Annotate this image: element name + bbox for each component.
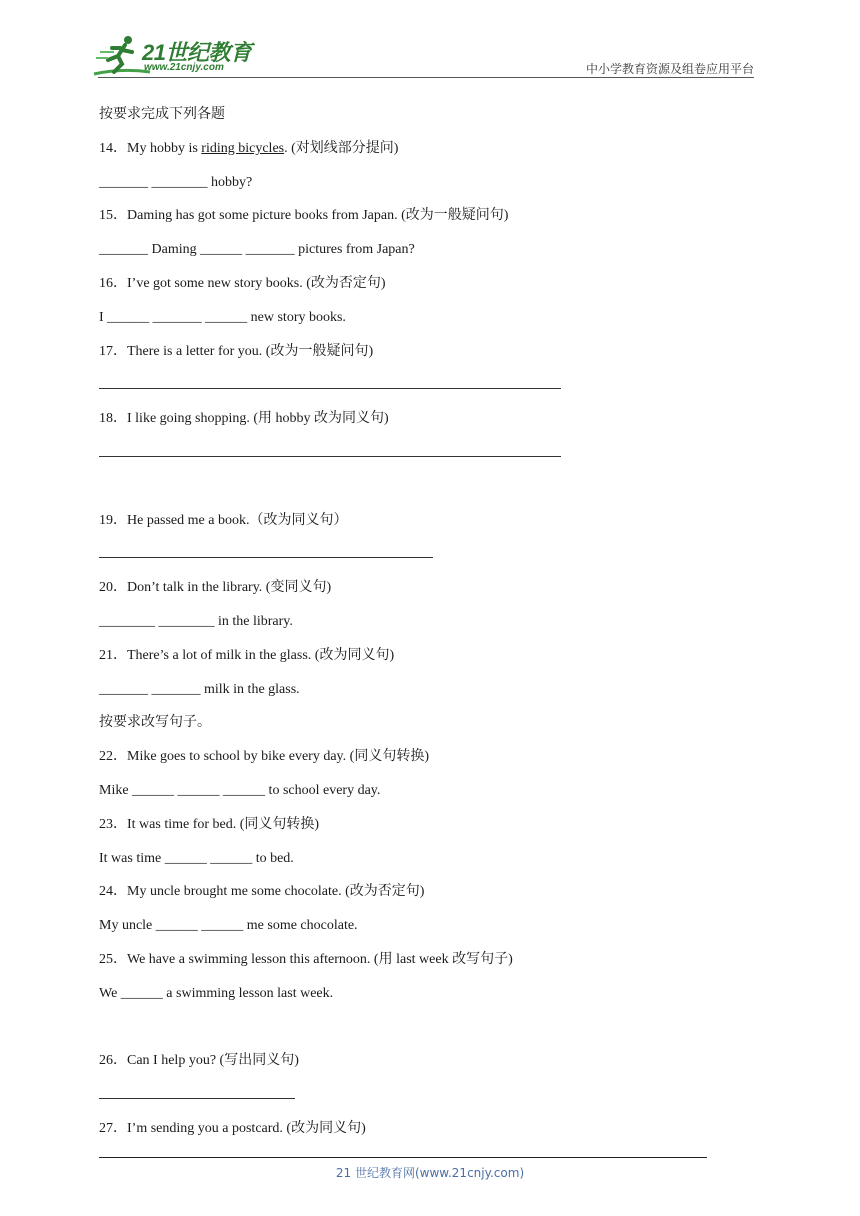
question-27: 27．I’m sending you a postcard. (改为同义句)	[99, 1120, 366, 1136]
blank-line	[99, 541, 433, 558]
answer-line-16: I ______ _______ ______ new story books.	[99, 309, 346, 325]
blank-line	[99, 440, 561, 457]
question-22: 22．Mike goes to school by bike every day. (同义句转换)	[99, 749, 429, 765]
question-25: 25．We have a swimming lesson this afternoon. (用 last week 改写句子)	[99, 951, 513, 967]
question-instruction: . (对划线部分提问)	[284, 140, 399, 156]
question-21: 21．There’s a lot of milk in the glass. (改为同义句)	[99, 647, 395, 663]
question-15: 15．Daming has got some picture books from Japan. (改为一般疑问句)	[99, 208, 509, 224]
footer-divider	[99, 1157, 707, 1158]
answer-line-22: Mike ______ ______ ______ to school every day.	[99, 782, 381, 798]
question-24: 24．My uncle brought me some chocolate. (改为否定句)	[99, 884, 425, 900]
header-divider	[98, 77, 754, 78]
underlined-phrase: riding bicycles	[201, 140, 285, 156]
answer-line-20: ________ ________ in the library.	[99, 613, 293, 629]
logo-text: 21世纪教育	[142, 40, 252, 65]
spacer	[99, 474, 759, 508]
page-header	[0, 0, 860, 80]
section-title: 按要求完成下列各题	[99, 107, 225, 122]
question-text: 14．My hobby is	[99, 140, 202, 156]
blank-line	[99, 1082, 295, 1099]
answer-line-18	[99, 440, 759, 474]
answer-line-24: My uncle ______ ______ me some chocolate.	[99, 918, 358, 934]
question-17: 17．There is a letter for you. (改为一般疑问句)	[99, 343, 374, 359]
answer-line-25: We ______ a swimming lesson last week.	[99, 985, 334, 1001]
blank-line	[99, 372, 561, 389]
answer-line-21: _______ _______ milk in the glass.	[99, 681, 300, 697]
answer-line-19	[99, 541, 759, 575]
answer-line-17	[99, 372, 759, 406]
spacer	[99, 1015, 759, 1049]
question-23: 23．It was time for bed. (同义句转换)	[99, 816, 320, 832]
question-19: 19．He passed me a book.（改为同义句）	[99, 512, 348, 528]
question-14	[99, 136, 759, 170]
logo-url: www.21cnjy.com	[144, 62, 224, 73]
answer-line-23: It was time ______ ______ to bed.	[99, 850, 294, 866]
answer-line-26	[99, 1082, 759, 1116]
header-platform-text: 中小学教育资源及组卷应用平台	[585, 62, 754, 76]
footer-text: 21 世纪教育网(www.21cnjy.com)	[335, 1166, 525, 1180]
answer-line-15: _______ Daming ______ _______ pictures from Japan?	[99, 242, 415, 258]
question-20: 20．Don’t talk in the library. (变同义句)	[99, 580, 332, 596]
question-18: 18．I like going shopping. (用 hobby 改为同义句)	[99, 411, 389, 427]
worksheet-content	[99, 102, 759, 1150]
question-16: 16．I’ve got some new story books. (改为否定句)	[99, 275, 386, 291]
answer-line-14: _______ ________ hobby?	[99, 174, 253, 190]
section-title: 按要求改写句子。	[99, 715, 211, 731]
question-26: 26．Can I help you? (写出同义句)	[99, 1053, 299, 1069]
